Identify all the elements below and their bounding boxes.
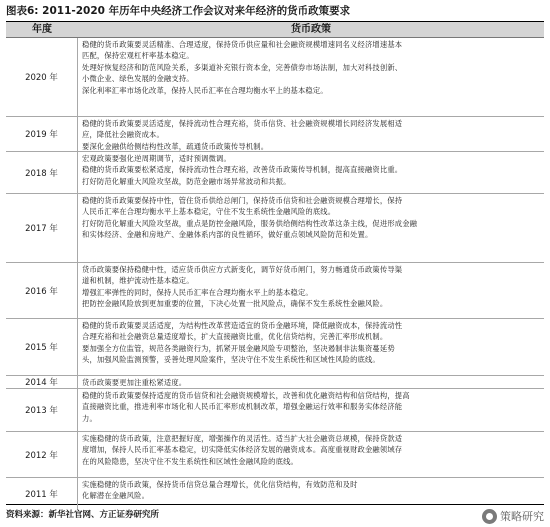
row-policy-text (82, 195, 540, 241)
row-year: 2016 年 (6, 263, 78, 318)
policy-line: 在的风险隐患，坚决守住不发生系统性和区域性金融风险的底线。 (82, 456, 298, 466)
row-policy-text (82, 377, 540, 388)
table-row (6, 194, 544, 263)
header-policy: 货币政策 (291, 24, 331, 35)
policy-line: 匹配，保持宏观杠杆率基本稳定。 (82, 51, 194, 61)
policy-table (6, 21, 544, 505)
watermark (482, 508, 544, 524)
row-year: 2013 年 (6, 389, 78, 431)
policy-line: 实施稳健的货币政策，注意把握好度，增强操作的灵活性。适当扩大社会融资总规模，保持贷款适 (82, 434, 403, 443)
policy-line: 打好防范化解重大风险攻坚战，重点是防控金融风险，服务供给侧结构性改革这条主线，促进形成金融 (82, 218, 418, 228)
policy-line: 深化利率汇率市场化改革，保持人民币汇率在合理均衡水平上的基本稳定。 (82, 85, 328, 95)
row-policy-text (82, 320, 540, 366)
policy-line: 货币政策要更加注重松紧适度。 (82, 378, 187, 387)
header-year: 年度 (32, 24, 52, 35)
table-row (6, 432, 544, 478)
policy-line: 合理充裕和社会融资总量适度增长，扩大直接融资比重，优化信贷结构，完善汇率形成机制。 (82, 332, 388, 342)
row-year: 2011 年 (6, 478, 78, 510)
table-row (6, 319, 544, 376)
policy-line: 要加强全方位监管，规范各类融资行为，抓紧开展金融风险专项整治，坚决遏制非法集资蔓延势 (82, 343, 395, 353)
row-year: 2020 年 (6, 38, 78, 116)
policy-line: 把防控金融风险放到更加重要的位置，下决心处置一批风险点，确保不发生系统性金融风险。 (82, 299, 388, 309)
table-row (6, 376, 544, 389)
policy-line: 增强汇率弹性的同时，保持人民币汇率在合理均衡水平上的基本稳定。 (82, 287, 313, 297)
policy-line: 和实体经济、金融和房地产、金融体系内部的良性循环，做好重点领域风险防范和处置。 (82, 230, 373, 240)
policy-line: 稳健的货币政策要保持中性，管住货币供给总闸门，保持货币信贷和社会融资规模合理增长，保持 (82, 196, 403, 205)
row-policy-text (82, 39, 540, 96)
row-policy-text (82, 118, 540, 152)
policy-line: 稳健的货币政策要灵活适度，为结构性改革营造适宜的货币金融环境，降低融资成本，保持流动性 (82, 321, 403, 330)
policy-line: 稳健的货币政策要保持适度的货币信贷和社会融资规模增长，改善和优化融资结构和信贷结构，提高 (82, 391, 410, 400)
policy-line: 处理好恢复经济和防范风险关系，多渠道补充银行资本金，完善债券市场法制，加大对科技创新、 (82, 62, 403, 72)
policy-line: 稳健的货币政策要松紧适度，保持流动性合理充裕，改善货币政策传导机制，提高直接融资比重。 (82, 165, 403, 175)
row-policy-text (82, 433, 540, 467)
policy-line: 道和机制，维护流动性基本稳定。 (82, 276, 194, 286)
row-policy-text (82, 479, 540, 502)
policy-line: 要深化金融供给侧结构性改革，疏通货币政策传导机制。 (82, 141, 269, 151)
row-year: 2017 年 (6, 194, 78, 262)
policy-line: 打好防范化解重大风险攻坚战，防范金融市场异常波动和共振。 (82, 176, 291, 186)
policy-line: 实施稳健的货币政策，保持货币信贷总量合理增长，优化信贷结构，有效防范和及时 (82, 480, 358, 489)
table-row (6, 478, 544, 510)
policy-line: 宏观政策要强化逆周期调节，适时预调微调。 (82, 154, 231, 163)
row-year: 2019 年 (6, 117, 78, 151)
policy-line: 头，加强风险监测预警，妥善处理风险案件，坚决守住不发生系统性和区域性风险的底线。 (82, 355, 380, 365)
figure-caption: 图表6: 2011-2020 年历年中央经济工作会议对来年经济的货币政策要求 (6, 5, 351, 17)
policy-line: 稳健的货币政策要灵活精准、合理适度，保持货币供应量和社会融资规模增速同名义经济增速基本 (82, 40, 403, 49)
policy-line: 货币政策要保持稳健中性，适应货币供应方式新变化，调节好货币闸门，努力畅通货币政策传导渠 (82, 265, 403, 274)
policy-line: 直接融资比重，推进利率市场化和人民币汇率形成机制改革，增强金融运行效率和服务实体经济能 (82, 402, 403, 412)
row-year: 2012 年 (6, 432, 78, 477)
row-year: 2014 年 (6, 376, 78, 388)
table-row (6, 389, 544, 432)
source-note: 资料来源：新华社官网、方正证券研究所 (6, 510, 160, 520)
policy-line: 化解潜在金融风险。 (82, 491, 150, 501)
policy-line: 应，降低社会融资成本。 (82, 130, 164, 140)
policy-line: 度增加，保持人民币汇率基本稳定，切实降低实体经济发展的融资成本。高度重视财政金融领域存 (82, 445, 403, 455)
table-row (6, 38, 544, 117)
policy-line: 小微企业、绿色发展的金融支持。 (82, 74, 194, 84)
policy-line: 人民币汇率在合理均衡水平上基本稳定，守住不发生系统性金融风险的底线。 (82, 207, 336, 217)
policy-line: 稳健的货币政策要灵活适度，保持流动性合理充裕，货币信贷、社会融资规模增长同经济发展相适 (82, 119, 403, 128)
row-policy-text (82, 153, 540, 187)
policy-line: 力。 (82, 413, 97, 423)
logo-icon (482, 509, 497, 524)
table-row (6, 152, 544, 194)
row-policy-text (82, 264, 540, 310)
table-row (6, 263, 544, 319)
row-policy-text (82, 390, 540, 424)
table-header (6, 22, 544, 38)
row-year: 2018 年 (6, 152, 78, 193)
watermark-text: 策略研究 (500, 510, 544, 523)
table-row (6, 117, 544, 152)
row-year: 2015 年 (6, 319, 78, 375)
